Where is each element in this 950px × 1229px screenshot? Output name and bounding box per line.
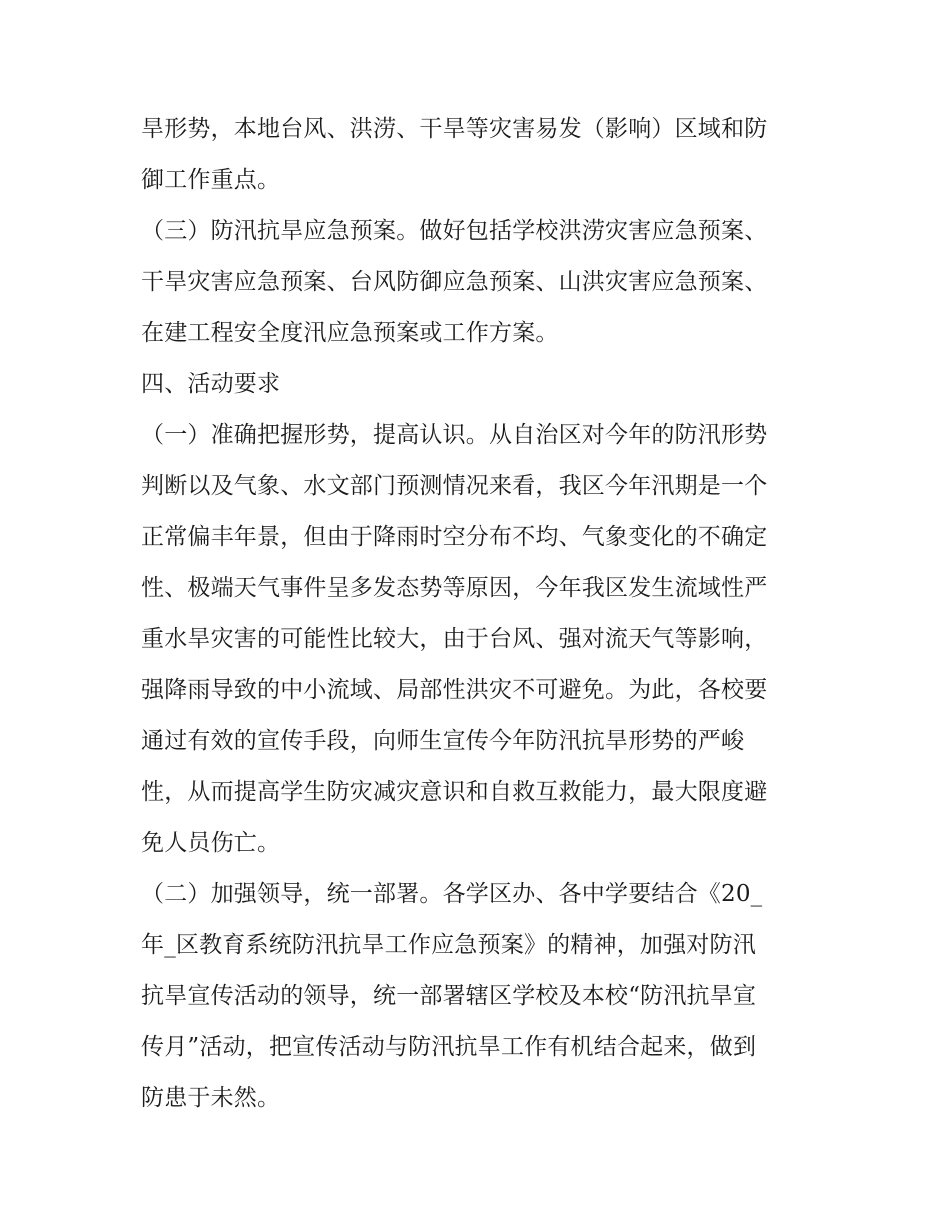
text-line: 重水旱灾害的可能性比较大，由于台风、强对流天气等影响， [141,626,768,652]
text-line: （二）加强领导，统一部署。各学区办、各中学要结合《20_ [141,881,763,907]
text-line: （一）准确把握形势，提高认识。从自治区对今年的防汛形势 [141,422,768,448]
text-line: 免人员伤亡。 [141,830,281,856]
text-line: 通过有效的宣传手段，向师生宣传今年防汛抗旱形势的严峻 [141,728,745,754]
text-line: 正常偏丰年景，但由于降雨时空分布不均、气象变化的不确定 [141,524,768,550]
text-line: 御工作重点。 [141,167,281,193]
text-line: （三）防汛抗旱应急预案。做好包括学校洪涝灾害应急预案、 [141,218,768,244]
text-line: 年_区教育系统防汛抗旱工作应急预案》的精神，加强对防汛 [141,932,756,958]
text-line: 干旱灾害应急预案、台风防御应急预案、山洪灾害应急预案、 [141,269,768,295]
text-line: 传月”活动，把宣传活动与防汛抗旱工作有机结合起来，做到 [141,1034,757,1060]
text-line: 在建工程安全度汛应急预案或工作方案。 [141,320,559,346]
text-line: 性、极端天气事件呈多发态势等原因，今年我区发生流域性严 [141,575,768,601]
text-line: 性，从而提高学生防灾减灾意识和自救互救能力，最大限度避 [141,779,768,805]
section-heading: 四、活动要求 [141,371,281,397]
text-line: 判断以及气象、水文部门预测情况来看，我区今年汛期是一个 [141,473,768,499]
text-line: 旱形势，本地台风、洪涝、干旱等灾害易发（影响）区域和防 [141,116,768,142]
document-body [141,104,821,1124]
text-line: 防患于未然。 [141,1085,281,1111]
text-line: 强降雨导致的中小流域、局部性洪灾不可避免。为此，各校要 [141,677,768,703]
text-line: 抗旱宣传活动的领导，统一部署辖区学校及本校“防汛抗旱宣 [141,983,757,1009]
